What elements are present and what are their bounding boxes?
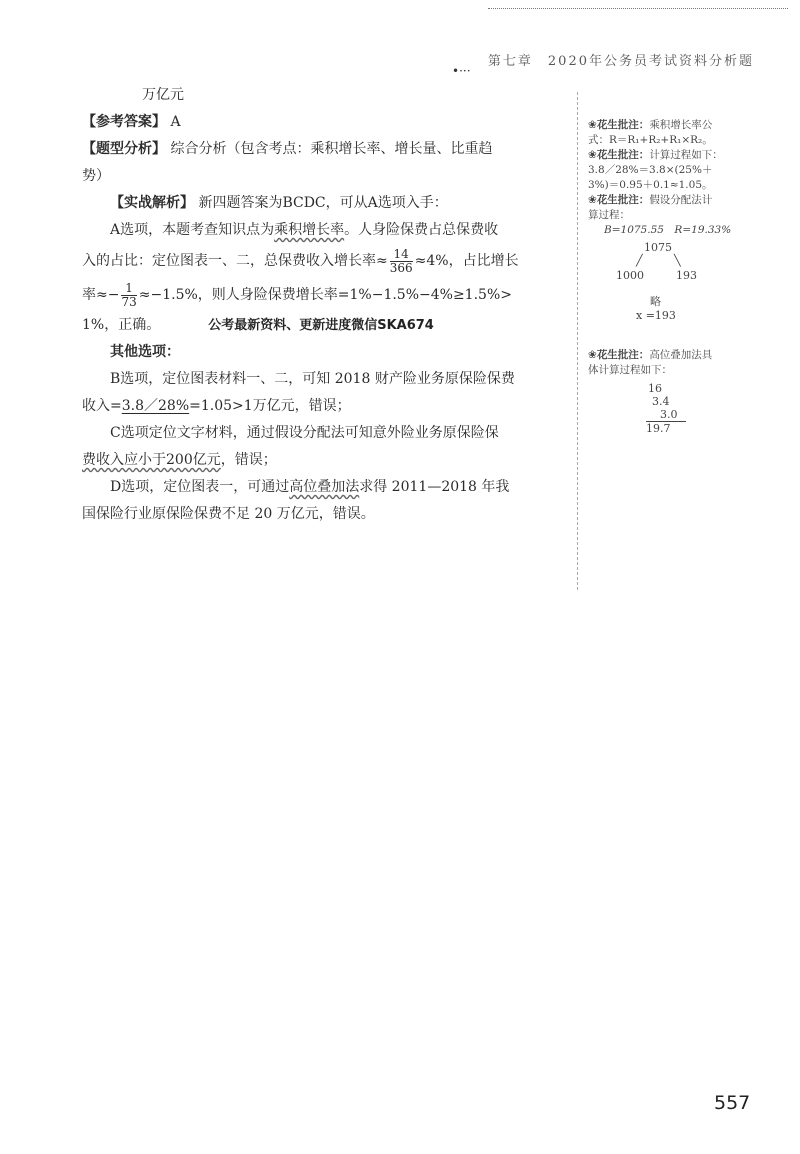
note-text-cont: 算过程：	[588, 209, 630, 221]
type-label: 【题型分析】	[82, 141, 166, 157]
tree-result: x =193	[636, 309, 676, 322]
option-c-conclusion: ，错误；	[220, 452, 277, 468]
main-column	[82, 82, 582, 528]
option-d-line-2: 国保险行业原保险保费不足 20 万亿元，错误。	[82, 506, 375, 522]
tree-left-value: 1000	[616, 269, 644, 282]
option-d-keyword: 高位叠加法	[289, 479, 360, 495]
note-label: 花生批注：	[596, 119, 650, 131]
tree-right-value: 193	[676, 269, 697, 282]
analysis-text: 新四题答案为BCDC，可从A选项入手：	[198, 195, 448, 211]
flower-icon: ❀	[588, 149, 597, 161]
side-note-2	[588, 148, 778, 193]
analysis-row	[82, 190, 582, 217]
fraction-1-73	[121, 282, 136, 309]
note-calc-line: 3.8／28%＝3.8×(25%＋	[588, 164, 713, 176]
margin-divider	[577, 92, 578, 590]
option-a-conclusion: 1%，正确。	[82, 317, 161, 333]
note-label: 花生批注：	[596, 149, 650, 161]
stack-row-2: 3.4	[652, 395, 670, 408]
tree-mid-text: 略	[650, 295, 661, 308]
option-a-text-4: 率≈−	[82, 287, 120, 303]
fraction-denominator: 73	[121, 294, 137, 309]
answer-row	[82, 109, 582, 136]
tree-branch-left: ╱	[636, 254, 643, 267]
option-a-text-2: 入的占比：定位图表一、二，总保费收入增长率≈	[82, 253, 388, 269]
note-text-cont: 体计算过程如下：	[588, 364, 672, 376]
option-b-formula: 3.8／28%	[121, 398, 190, 414]
option-a-keyword: 乘积增长率	[274, 222, 345, 238]
equation: B=1075.55 R=19.33%	[604, 224, 732, 236]
option-c-highlight: 费收入应小于200亿元	[82, 452, 221, 468]
option-a-line-2	[82, 244, 582, 278]
note-text: 计算过程如下：	[649, 149, 723, 161]
flower-icon: ❀	[588, 194, 597, 206]
note-label: 花生批注：	[596, 349, 650, 361]
option-d-text-cont: 求得 2011—2018 年我	[359, 479, 510, 495]
option-b-line-2	[82, 393, 582, 420]
side-note-3	[588, 193, 778, 238]
allocation-tree	[588, 238, 778, 348]
option-d-text: D选项，定位图表一，可通过	[110, 479, 290, 495]
top-dotted-rule	[488, 8, 788, 9]
stack-sum: 19.7	[646, 421, 686, 435]
tree-branch-right: ╲	[674, 254, 681, 267]
note-text: 乘积增长率公	[649, 119, 713, 131]
header-dots: •···	[452, 64, 471, 78]
tree-top-value: 1075	[644, 241, 672, 254]
note-calc-line: 3%)＝0.95＋0.1≈1.05。	[588, 179, 713, 191]
note-formula: 式：R＝R₁+R₂+R₁×R₂。	[588, 134, 713, 146]
fraction-numerator: 14	[390, 248, 413, 262]
option-a-line-1	[82, 217, 582, 244]
option-b-conclusion: =1.05>1万亿元，错误；	[189, 398, 351, 414]
watermark-text: 公考最新资料、更新进度微信SKA674	[208, 318, 434, 333]
option-a-text-3: ≈4%，占比增长	[414, 253, 519, 269]
option-b-line-1: B选项，定位图表材料一、二，可知 2018 财产险业务原保险保费	[110, 371, 515, 387]
analysis-label: 【实战解析】	[110, 195, 194, 211]
option-a-line-3	[82, 278, 582, 312]
side-note-1	[588, 118, 778, 148]
option-d-line-1	[82, 474, 582, 501]
option-b-text: 收入=	[82, 398, 122, 414]
stack-row-1: 16	[648, 382, 662, 395]
flower-icon: ❀	[588, 119, 597, 131]
type-text: 综合分析（包含考点：乘积增长率、增长量、比重趋	[170, 141, 493, 157]
side-notes	[588, 118, 778, 435]
type-text-cont: 势）	[82, 168, 110, 184]
answer-label: 【参考答案】	[82, 114, 166, 130]
fraction-14-366	[390, 248, 413, 275]
unit-line: 万亿元	[142, 87, 184, 103]
answer-value: A	[170, 114, 181, 130]
type-row	[82, 136, 582, 163]
flower-icon: ❀	[588, 349, 597, 361]
option-a-text-5: ≈−1.5%，则人身险保费增长率=1%−1.5%−4%≥1.5%>	[138, 287, 512, 303]
option-a-line-4	[82, 312, 582, 339]
side-note-4	[588, 348, 778, 378]
option-a-text-cont: 。人身险保费占总保费收	[344, 222, 499, 238]
page-number: 557	[714, 1092, 751, 1114]
option-c-line-1: C选项定位文字材料，通过假设分配法可知意外险业务原保险保	[110, 425, 499, 441]
stack-row-3: 3.0	[660, 408, 678, 421]
other-options-label: 其他选项：	[110, 344, 180, 360]
fraction-denominator: 366	[389, 260, 413, 275]
note-text: 高位叠加法具	[649, 349, 713, 361]
running-header: 第七章 2020年公务员考试资料分析题	[487, 54, 754, 69]
option-c-line-2	[82, 447, 582, 474]
stacked-addition	[588, 382, 778, 435]
option-a-text: A选项，本题考查知识点为	[110, 222, 275, 238]
note-label: 花生批注：	[596, 194, 650, 206]
fraction-numerator: 1	[121, 282, 136, 296]
note-text: 假设分配法计	[649, 194, 713, 206]
